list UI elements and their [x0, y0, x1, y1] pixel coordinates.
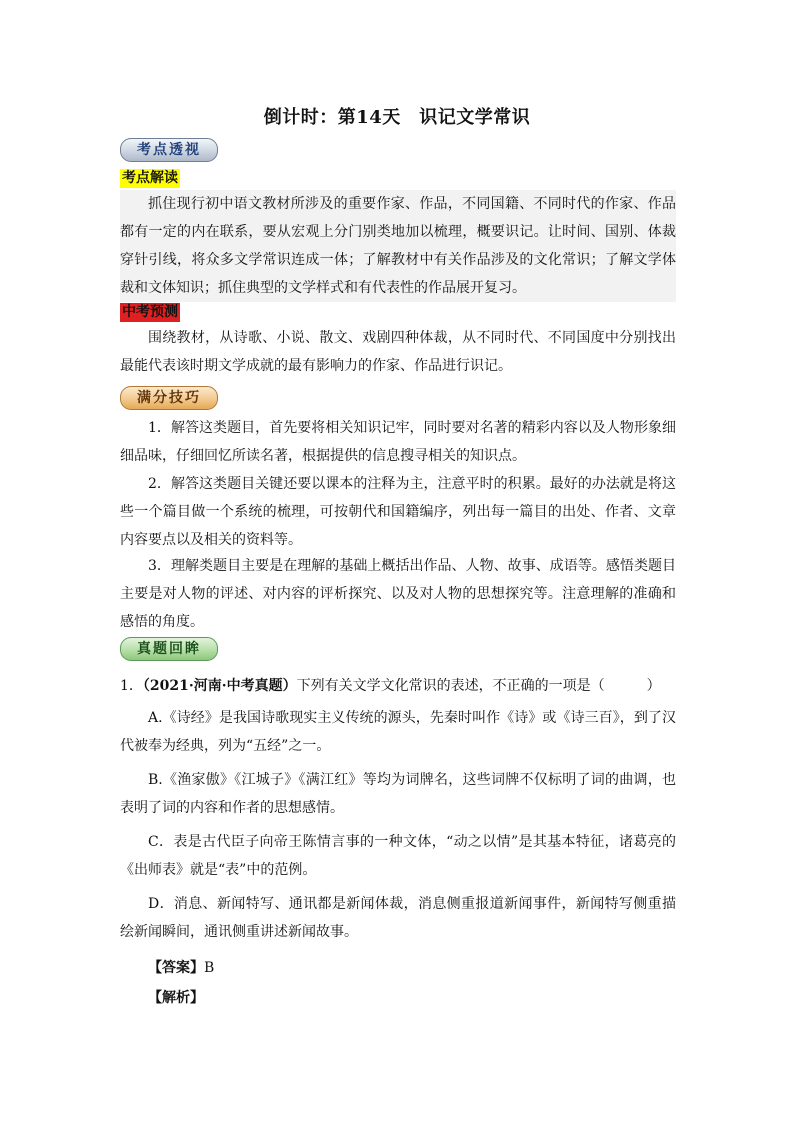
analysis-line [148, 988, 204, 1008]
option-c: C．表是古代臣子向帝王陈情言事的一种文体，“动之以情”是其基本特征，诸葛亮的《出师表》就是“表”中的范例。 [120, 834, 676, 878]
option-d: D．消息、新闻特写、通讯都是新闻体裁，消息侧重报道新闻事件，新闻特写侧重描绘新闻瞬间，通讯侧重讲述新闻故事。 [120, 896, 676, 940]
badge-zhenti-huimou: 真题回眸 [120, 637, 218, 661]
badge-manfen-jiqiao: 满分技巧 [120, 386, 218, 410]
badge-kaodian-toushi: 考点透视 [120, 138, 218, 162]
yuce-paragraph: 围绕教材，从诗歌、小说、散文、戏剧四种体裁，从不同时代、不同国度中分别找出最能代表该时期文学成就的最有影响力的作家、作品进行识记。 [120, 330, 676, 374]
page-title: 倒计时：第14天 识记文学常识 [263, 107, 531, 128]
label-zhongkao-yuce: 中考预测 [122, 304, 178, 320]
label-kaodian-jiedu: 考点解读 [122, 170, 178, 186]
analysis-label: 【解析】 [148, 990, 204, 1006]
question-number: 1． [120, 678, 143, 694]
answer-value: B [204, 960, 215, 976]
option-a: A.《诗经》是我国诗歌现实主义传统的源头，先秦时叫作《诗》或《诗三百》，到了汉代被奉为经典，列为“五经”之一。 [120, 710, 676, 754]
jiedu-paragraph: 抓住现行初中语文教材所涉及的重要作家、作品，不同国籍、不同时代的作家、作品都有一定的内在联系，要从宏观上分门别类地加以梳理，概要识记。让时间、国别、体裁穿针引线，将众多文学常识连成一体；了解教材中有关作品涉及的文化常识；了解文学体裁和文体知识；抓住典型的文学样式和有代表性的作品展开复习。 [120, 196, 676, 296]
tip-2: 2．解答这类题目关键还要以课本的注释为主，注意平时的积累。最好的办法就是将这些一个篇目做一个系统的梳理，可按朝代和国籍编序，列出每一篇目的出处、作者、文章内容要点以及相关的资料等。 [120, 476, 676, 548]
question-text: 下列有关文学文化常识的表述，不正确的一项是（ ） [296, 678, 661, 694]
question-source: （2021·河南·中考真题） [142, 678, 297, 694]
answer-label: 【答案】 [148, 960, 204, 976]
question-stem [120, 672, 676, 700]
tip-3: 3．理解类题目主要是在理解的基础上概括出作品、人物、故事、成语等。感悟类题目主要是对人物的评述、对内容的评析探究、以及对人物的思想探究等。注意理解的准确和感悟的角度。 [120, 558, 676, 630]
option-b: B.《渔家傲》《江城子》《满江红》等均为词牌名，这些词牌不仅标明了词的曲调，也表明了词的内容和作者的思想感情。 [120, 772, 676, 816]
tip-1: 1．解答这类题目，首先要将相关知识记牢，同时要对名著的精彩内容以及人物形象细细品味，仔细回忆所读名著，根据提供的信息搜寻相关的知识点。 [120, 420, 676, 464]
answer-line [148, 958, 214, 978]
